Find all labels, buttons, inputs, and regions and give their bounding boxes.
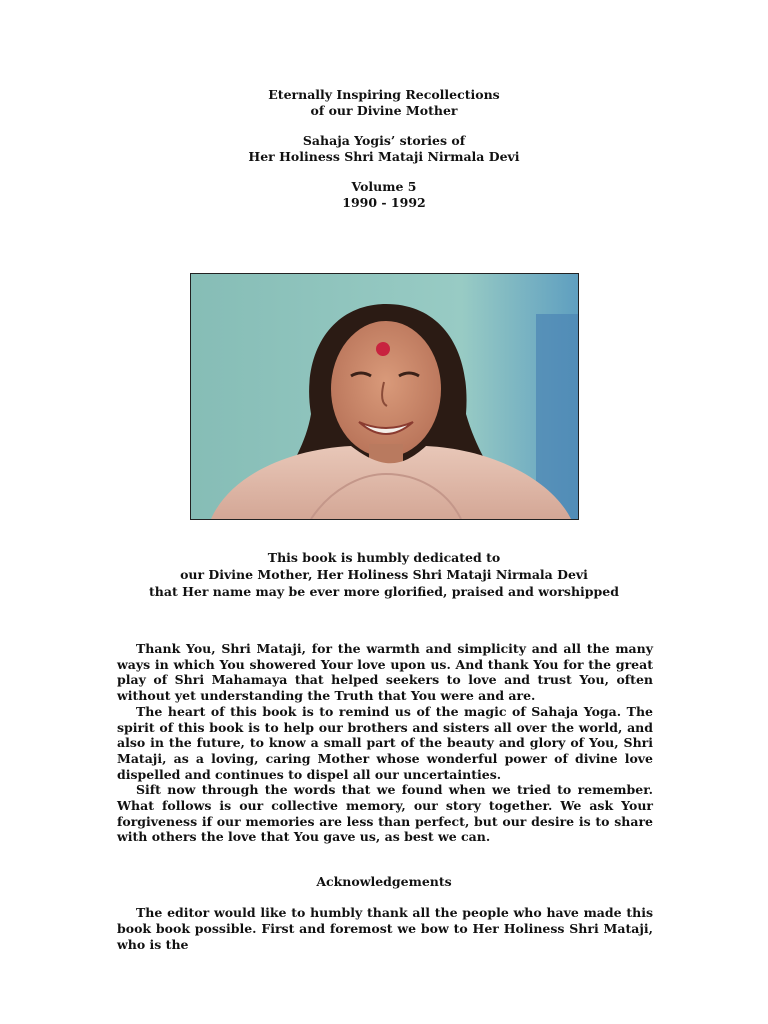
paragraph: The editor would like to humbly thank all the people who have made this book book possible. First and foremost we bow to Her Holiness Shri Mataji, who is the [117, 905, 653, 952]
acknowledgements-text [117, 905, 653, 953]
volume-label: Volume 5 [351, 179, 417, 194]
title-line-2: of our Divine Mother [310, 103, 458, 118]
subtitle-line-2: Her Holiness Shri Mataji Nirmala Devi [248, 149, 520, 164]
title-block [0, 87, 768, 211]
dedication-line-2: our Divine Mother, Her Holiness Shri Mataji Nirmala Devi [180, 567, 588, 582]
acknowledgements-heading: Acknowledgements [316, 874, 452, 889]
dedication [0, 549, 768, 600]
portrait-photo-icon [191, 274, 578, 519]
paragraph: Thank You, Shri Mataji, for the warmth and simplicity and all the many ways in which You showered Your love upon us. And thank You for the great play of Shri Mahamaya that helped seekers to love and trust You, often without yet understanding the Truth that You were and are. [117, 641, 653, 704]
paragraph: Sift now through the words that we found when we tried to remember. What follows is our collective memory, our story together. We ask Your forgiveness if our memories are less than perfect, but our desire is to share with others the love that You gave us, as best we can. [117, 782, 653, 845]
subtitle-line-1: Sahaja Yogis’ stories of [302, 133, 466, 148]
volume-years: 1990 - 1992 [342, 195, 426, 210]
portrait-photo [190, 273, 579, 520]
title-line-1: Eternally Inspiring Recollections [268, 87, 500, 102]
introduction-text [117, 641, 653, 845]
dedication-line-3: that Her name may be ever more glorified, praised and worshipped [149, 584, 619, 599]
dedication-line-1: This book is humbly dedicated to [267, 550, 501, 565]
paragraph: The heart of this book is to remind us of the magic of Sahaja Yoga. The spirit of this book is to help our brothers and sisters all over the world, and also in the future, to know a small part of the beauty and glory of You, Shri Mataji, as a loving, caring Mother whose wonderful power of divine love dispelled and continues to dispel all our uncertainties. [117, 703, 653, 782]
